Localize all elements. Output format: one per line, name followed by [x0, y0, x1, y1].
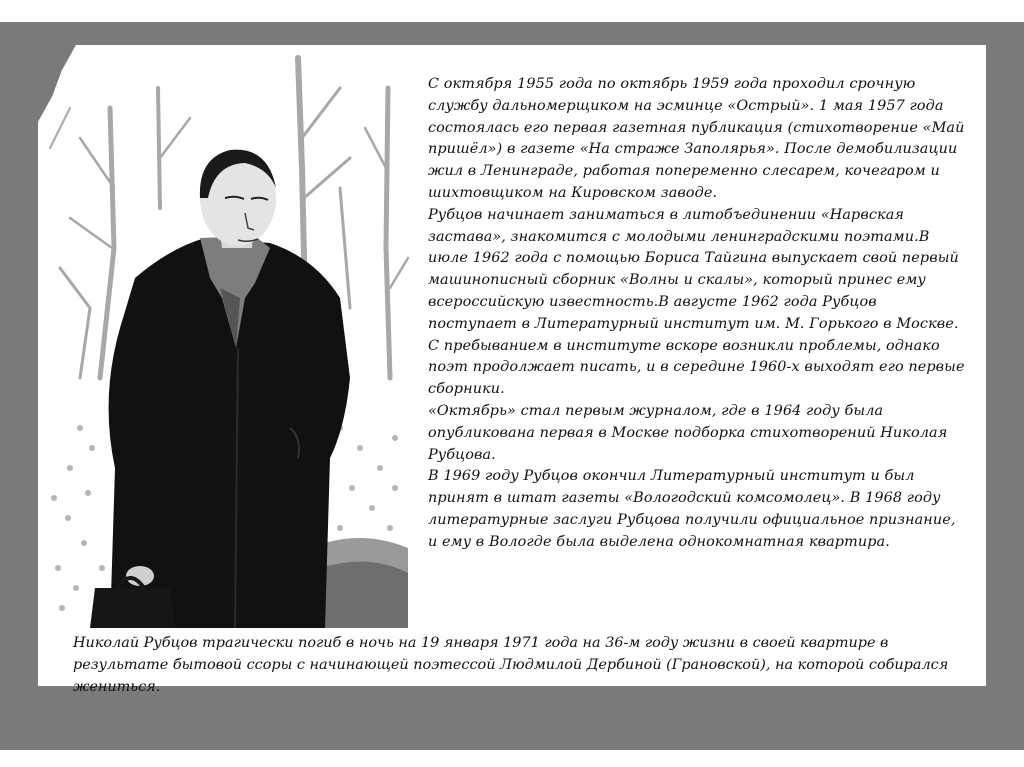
paragraph-narva-zastava: Рубцов начинает заниматься в литобъединении «Нарвская застава», знакомится с молодыми ленинградскими поэтами.В июле 1962 года с помощью Бориса Тайгина выпускает свой первый машинописный сборник «Волны и скалы», который принес ему всероссийскую известность.В августе 1962 года Рубцов поступает в Литературный институт им. М. Горького в Москве. С пребыванием в институте вскоре возникли проблемы, однако поэт продолжает писать, и в середине 1960-х выходят его первые сборники.	[428, 206, 965, 398]
portrait-illustration	[40, 48, 410, 628]
biography-text	[428, 74, 968, 554]
paragraph-institute-graduation: В 1969 году Рубцов окончил Литературный институт и был принят в штат газеты «Вологодский комсомолец». В 1968 году литературные заслуги Рубцова получили официальное признание, и ему в Вологде была выделена однокомнатная квартира.	[428, 468, 956, 550]
paragraph-death: Николай Рубцов трагически погиб в ночь на 19 января 1971 года на 36-м году жизни в своей квартире в результате бытовой ссоры с начинающей поэтессой Людмилой Дербиной (Грановской), на которой собирался жениться.	[73, 635, 949, 695]
paragraph-october-journal: «Октябрь» стал первым журналом, где в 1964 году была опубликована первая в Москве подборка стихотворений Николая Рубцова.	[428, 402, 948, 463]
paragraph-military-service: С октября 1955 года по октябрь 1959 года проходил срочную службу дальномерщиком на эсминце «Острый». 1 мая 1957 года состоялась его первая газетная публикация (стихотворение «Май пришёл») в газете «На страже Заполярья». После демобилизации жил в Ленинграде, работая попеременно слесарем, кочегаром и шихтовщиком на Кировском заводе.	[428, 76, 965, 201]
death-text	[73, 633, 978, 698]
